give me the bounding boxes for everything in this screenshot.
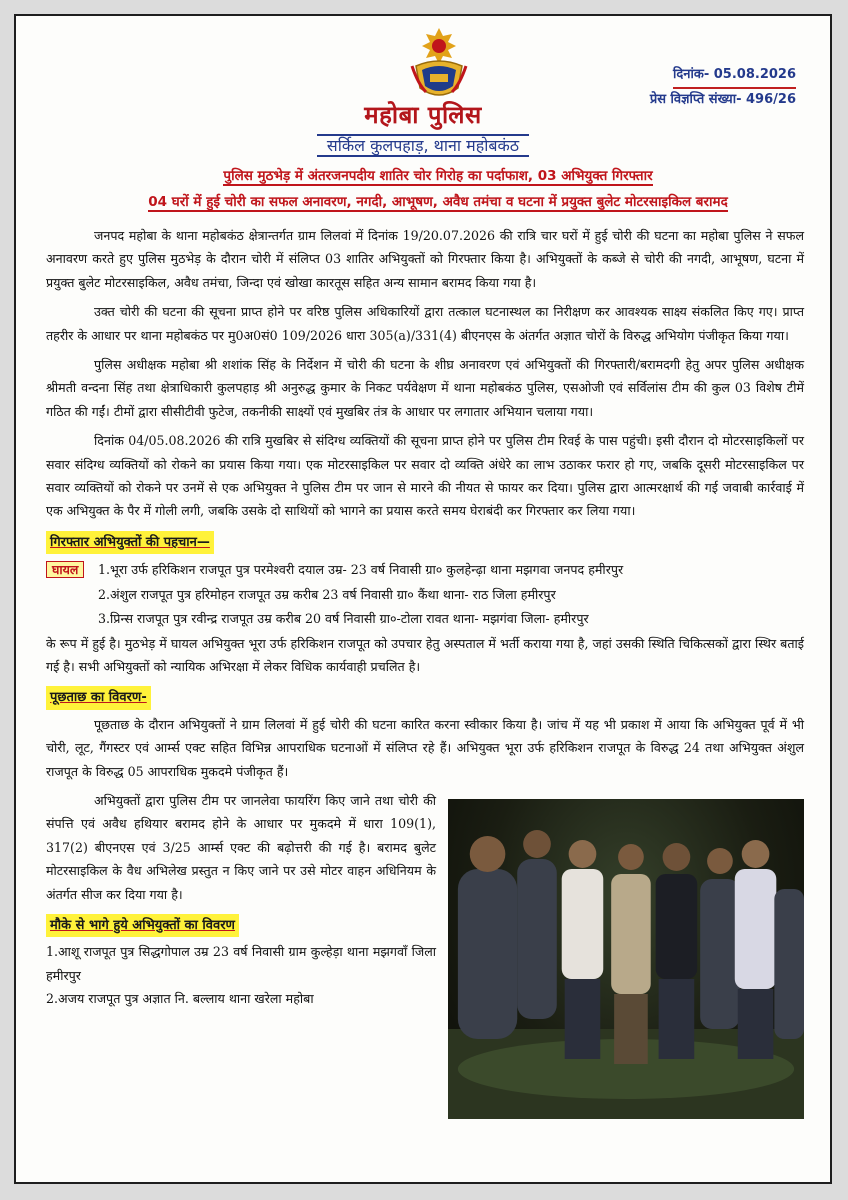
absconding-heading: मौके से भागे हुये अभियुक्तों का विवरण [46,914,239,937]
headline-line-2: 04 घरों में हुई चोरी का सफल अनावरण, नगदी, आभूषण, अवैध तमंचा व घटना में प्रयुक्त बुलेट मोटरसाइकिल बरामद [148,194,728,210]
circle-name: सर्किल कुलपहाड़, थाना महोबकंठ [16,134,830,156]
org-name: महोबा पुलिस [364,101,482,129]
list-item [46,558,804,581]
arrested-note: के रूप में हुई है। मुठभेड़ में घायल अभियुक्त भूरा उर्फ हरिकिशन राजपूत को उपचार हेतु अस्पताल में भर्ती कराया गया है, जहां उसकी स्थिति चिकित्सकों द्वारा स्थिर बताई गई है। सभी अभियुक्तों को न्यायिक अभिरक्षा में लेकर विधिक कार्यवाही प्रचलित है। [46,635,804,674]
release-number: प्रेस विज्ञप्ति संख्या- 496/26 [649,92,796,107]
paragraph: उक्त चोरी की घटना की सूचना प्राप्त होने पर वरिष्ठ पुलिस अधिकारियों द्वारा तत्काल घटनास्थल का निरीक्षण कर आवश्यक साक्ष्य संकलित किए गए। प्राप्त तहरीर के आधार पर थाना महोबकंठ पर मु0अ0सं0 109/2026 धारा 305(a)/331(4) बीएनएस के अंतर्गत अज्ञात चोरों के विरुद्ध अभियोग पंजीकृत किया गया। [46,304,804,343]
paragraph: जनपद महोबा के थाना महोबकंठ क्षेत्रान्तर्गत ग्राम लिलवां में दिनांक 19/20.07.2026 की रात्रि चार घरों में हुई चोरी की घटना का महोबा पुलिस ने सफल अनावरण करते हुए पुलिस मुठभेड़ के दौरान चोरी में संलिप्त 03 शातिर अभियुक्तों को गिरफ्तार किया है। अभियुक्तों के कब्जे से चोरी की नगदी, आभूषण, घटना में प्रयुक्त बुलेट मोटरसाइकिल, अवैध तमंचा, जिन्दा एवं खोखा कारतूस सहित अन्य सामान बरामद किया गया है। [46,228,805,290]
arrest-photo [448,799,804,1119]
bottom-section [46,789,804,1119]
paragraph: पुलिस अधीक्षक महोबा श्री शशांक सिंह के निर्देशन में चोरी की घटना के शीघ्र अनावरण एवं अभियुक्तों की गिरफ्तारी/बरामदगी हेतु अपर पुलिस अधीक्षक श्रीमती वन्दना सिंह तथा क्षेत्राधिकारी कुलपहाड़ श्री अनुरुद्ध कुमार के निकट पर्यवेक्षण में थाना महोबकंठ पुलिस, एसओजी एवं सर्विलांस टीम की कुल 03 विशेष टीमें गठित की गईं। टीमों द्वारा सीसीटीवी फुटेज, तकनीकी साक्ष्यों एवं मुखबिर तंत्र के आधार पर लगातार अभियान चलाया गया। [46,357,804,419]
release-date: दिनांक- 05.08.2026 [673,64,796,89]
release-body [46,224,804,1119]
paragraph: दिनांक 04/05.08.2026 की रात्रि मुखबिर से संदिग्ध व्यक्तियों की सूचना प्राप्त होने पर पुलिस टीम रिवई के पास पहुंची। इसी दौरान दो मोटरसाइकिलों पर सवार संदिग्ध व्यक्तियों को रोकने का प्रयास किया गया। एक मोटरसाइकिल पर सवार दो व्यक्ति अंधेरे का लाभ उठाकर फरार हो गए, जबकि दूसरी मोटरसाइकिल पर सवार व्यक्तियों को रोकने पर उनमें से एक अभियुक्त ने पुलिस टीम पर जान से मारने की नीयत से फायर कर दिया। पुलिस द्वारा आत्मरक्षार्थ की गई जवाबी कार्रवाई में एक अभियुक्त के पैर में गोली लगी, जबकि उसके दो साथियों को भागने का प्रयास करते समय घेराबंदी कर गिरफ्तार कर लिया गया। [46,433,804,519]
interrogation-heading: पूछताछ का विवरण- [46,686,151,709]
headline-line-1: पुलिस मुठभेड़ में अंतरजनपदीय शातिर चोर गिरोह का पर्दाफाश, 03 अभियुक्त गिरफ्तार [223,168,653,184]
absconding-2: 2.अजय राजपूत पुत्र अज्ञात नि. बल्लाय थाना खरेला महोबा [46,991,314,1007]
interrogation-text: पूछताछ के दौरान अभियुक्तों ने ग्राम लिलवां में हुई चोरी की घटना कारित करना स्वीकार किया है। जांच में यह भी प्रकाश में आया कि अभियुक्त पूर्व में भी चोरी, लूट, गैंगस्टर एवं आर्म्स एक्ट सहित विभिन्न आपराधिक घटनाओं में संलिप्त रहे हैं। अभियुक्त भूरा उर्फ हरिकिशन राजपूत के विरुद्ध 24 तथा अभियुक्त अंशुल राजपूत के विरुद्ध 05 आपराधिक मुकदमे पंजीकृत हैं। [46,716,804,779]
arrested-heading: गिरफ्तार अभियुक्तों की पहचान— [46,531,214,554]
injured-tag: घायल [46,558,98,581]
accused-2: 2.अंशुल राजपूत पुत्र हरिमोहन राजपूत उम्र करीब 23 वर्ष निवासी ग्रा० कैंथा थाना- राठ जिला हमीरपुर [98,586,556,602]
absconding-1: 1.आशू राजपूत पुत्र सिद्धगोपाल उम्र 23 वर्ष निवासी ग्राम कुल्हेड़ा थाना मझगवाँ जिला हमीरपुर [46,944,436,983]
accused-3: 3.प्रिन्स राजपूत पुत्र रवीन्द्र राजपूत उम्र करीब 20 वर्ष निवासी ग्रा०-टोला रावत थाना- मझगंवा जिला- हमीरपुर [98,611,589,627]
police-emblem-icon [408,26,470,104]
list-item [46,607,804,630]
press-release-page [14,14,832,1184]
list-item [46,583,804,606]
accused-1: 1.भूरा उर्फ हरिकिशन राजपूत पुत्र परमेश्वरी दयाल उम्र- 23 वर्ष निवासी ग्रा० कुलहेन्ढ़ा थाना मझगवा जनपद हमीरपुर [98,562,624,578]
sections-note: अभियुक्तों द्वारा पुलिस टीम पर जानलेवा फायरिंग किए जाने तथा चोरी की संपत्ति एवं अवैध हथियार बरामद होने के आधार पर मुकदमे में धारा 109(1), 317(2) बीएनएस एवं 3/25 आर्म्स एक्ट की बढ़ोत्तरी की गई है। बरामद बुलेट मोटरसाइकिल के वैध अभिलेख प्रस्तुत न किए जाने पर उसे मोटर वाहन अधिनियम के अंतर्गत सीज कर दिया गया है। [46,792,436,902]
